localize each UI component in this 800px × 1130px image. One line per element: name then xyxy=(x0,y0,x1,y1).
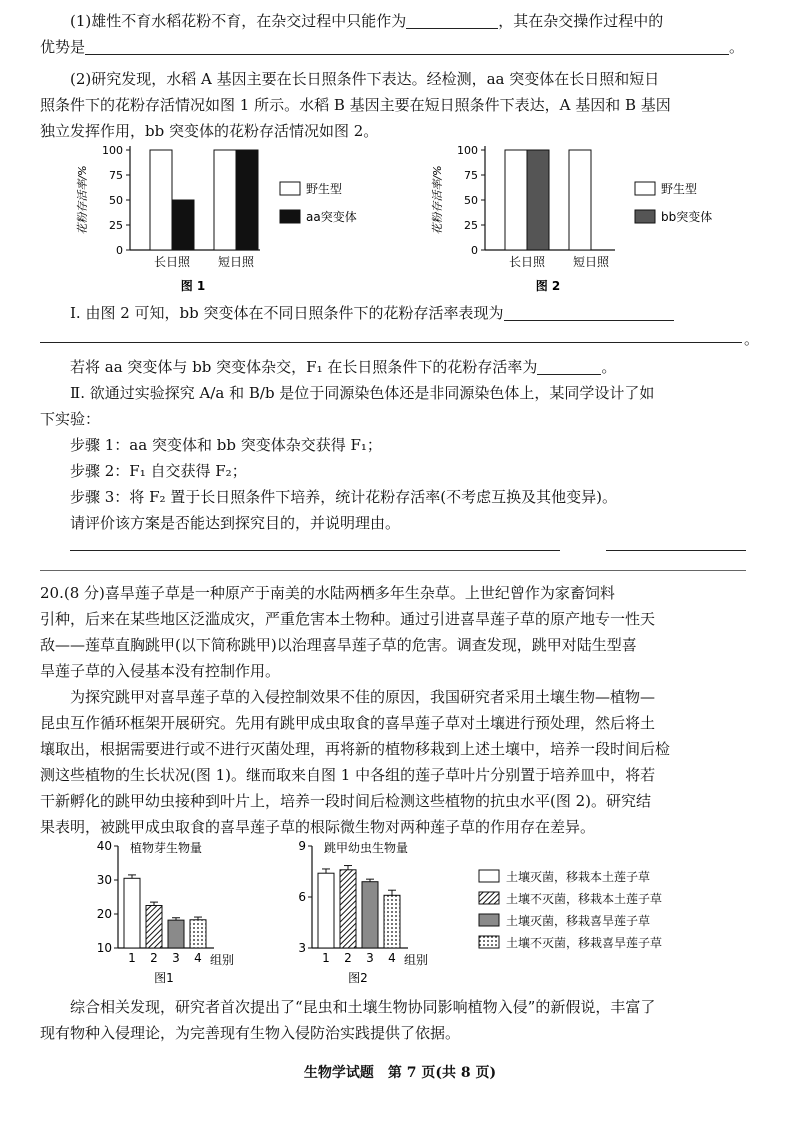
legend-label: bb突变体 xyxy=(661,210,713,224)
q20-line5: 为探究跳甲对喜旱莲子草的入侵控制效果不佳的原因，我国研究者采用土壤生物—植物— xyxy=(70,688,656,706)
q19-part1-text-b: ，其在杂交操作过程中的 xyxy=(498,12,664,30)
answer-line[interactable] xyxy=(40,570,746,571)
y-tick-label: 75 xyxy=(109,169,123,182)
x-tick-label: 1 xyxy=(322,951,330,965)
legend-swatch xyxy=(280,210,300,223)
bar xyxy=(214,150,236,250)
figure-caption: 图1 xyxy=(154,971,174,985)
q20-legend xyxy=(478,865,662,953)
legend-label: aa突变体 xyxy=(306,210,357,224)
answer-line[interactable] xyxy=(40,342,742,343)
period: 。 xyxy=(729,38,745,56)
x-axis-label: 组别 xyxy=(210,953,235,967)
q20-figure1-chart xyxy=(88,838,268,990)
x-tick-label: 3 xyxy=(366,951,374,965)
y-axis-label: 花粉存活率/% xyxy=(76,165,89,235)
legend-label: 土壤灭菌，移栽喜旱莲子草 xyxy=(506,913,651,928)
bar xyxy=(236,150,258,250)
legend-label: 野生型 xyxy=(306,182,343,196)
legend-swatch-white xyxy=(478,869,500,883)
legend-label: 土壤不灭菌，移栽喜旱莲子草 xyxy=(506,935,663,950)
answer-line[interactable] xyxy=(606,550,746,551)
bar xyxy=(168,920,184,948)
y-tick-label: 25 xyxy=(109,219,123,232)
x-tick-label: 2 xyxy=(344,951,352,965)
x-tick-label: 1 xyxy=(128,951,136,965)
x-tick-label: 2 xyxy=(150,951,158,965)
y-tick-label: 30 xyxy=(96,873,112,887)
q19-ii-line1: Ⅱ. 欲通过实验探究 A/a 和 B/b 是位于同源染色体还是非同源染色体上，某同学设计了如 xyxy=(70,384,655,402)
answer-blank[interactable] xyxy=(85,40,729,55)
bar xyxy=(384,895,400,948)
q19-part2-line3: 独立发挥作用，bb 突变体的花粉存活情况如图 2。 xyxy=(40,122,379,140)
q20-line6: 昆虫互作循环框架开展研究。先用有跳甲成虫取食的喜旱莲子草对土壤进行预处理，然后将土 xyxy=(40,714,656,732)
step-3: 步骤 3：将 F₂ 置于长日照条件下培养，统计花粉存活率(不考虑互换及其他变异)。 xyxy=(70,488,617,506)
y-tick-label: 50 xyxy=(464,194,478,207)
legend-swatch-gray xyxy=(478,913,500,927)
bar xyxy=(150,150,172,250)
q20-figure2-chart xyxy=(282,838,462,990)
q19-figure1-chart xyxy=(70,138,390,298)
x-tick-label: 长日照 xyxy=(153,255,191,269)
q19-part1-text-a: (1)雄性不育水稻花粉不育，在杂交过程中只能作为 xyxy=(70,12,407,30)
q19-part1-text-c: 优势是 xyxy=(40,38,86,56)
q19-part2-line2: 照条件下的花粉存活情况如图 1 所示。水稻 B 基因主要在短日照条件下表达，A 基因和 B 基因 xyxy=(40,96,671,114)
y-tick-label: 10 xyxy=(96,941,112,955)
answer-blank[interactable] xyxy=(406,14,498,29)
y-tick-label: 25 xyxy=(464,219,478,232)
legend-swatch xyxy=(635,210,655,223)
legend-label: 土壤灭菌，移栽本土莲子草 xyxy=(506,869,651,884)
q19-part1-line1 xyxy=(70,14,663,29)
bar xyxy=(362,882,378,948)
y-tick-label: 20 xyxy=(96,907,112,921)
y-tick-label: 0 xyxy=(116,244,123,257)
bar xyxy=(505,150,527,250)
y-tick-label: 3 xyxy=(298,941,306,955)
legend-item xyxy=(478,909,662,931)
chart-title: 跳甲幼虫生物量 xyxy=(324,841,409,855)
q19-figure2-chart xyxy=(425,138,745,298)
y-tick-label: 75 xyxy=(464,169,478,182)
answer-blank[interactable] xyxy=(537,360,601,375)
y-tick-label: 100 xyxy=(457,144,478,157)
q19-i-text: Ⅰ. 由图 2 可知，bb 突变体在不同日照条件下的花粉存活率表现为 xyxy=(70,304,504,322)
q19-part1-line2 xyxy=(40,40,744,55)
bar xyxy=(124,878,140,948)
q20-line8: 测这些植物的生长状况(图 1)。继而取来自图 1 中各组的莲子草叶片分别置于培养皿中，将若 xyxy=(40,766,656,784)
y-tick-label: 0 xyxy=(471,244,478,257)
bar xyxy=(172,200,194,250)
q19-i-line1 xyxy=(70,306,674,321)
q19-ii-line2: 下实验： xyxy=(40,410,101,428)
x-tick-label: 短日照 xyxy=(572,255,610,269)
evaluation-prompt: 请评价该方案是否能达到探究目的，并说明理由。 xyxy=(70,514,401,532)
q19-part2-line1: (2)研究发现，水稻 A 基因主要在长日照条件下表达。经检测，aa 突变体在长日照和短日 xyxy=(70,70,660,88)
bar xyxy=(569,150,591,250)
answer-line[interactable] xyxy=(70,550,560,551)
legend-label: 野生型 xyxy=(661,182,698,196)
chart-title: 植物芽生物量 xyxy=(130,841,203,855)
period: 。 xyxy=(744,330,760,348)
legend-swatch-hatched xyxy=(478,891,500,905)
q20-line11: 综合相关发现，研究者首次提出了“昆虫和土壤生物协同影响植物入侵”的新假说，丰富了 xyxy=(70,998,656,1016)
q20-line9: 干新孵化的跳甲幼虫接种到叶片上，培养一段时间后检测这些植物的抗虫水平(图 2)。研究结 xyxy=(40,792,652,810)
legend-item xyxy=(478,931,662,953)
q20-line7: 壤取出，根据需要进行或不进行灭菌处理，再将新的植物移栽到上述土壤中，培养一段时间后检 xyxy=(40,740,671,758)
q20-line10: 果表明，被跳甲成虫取食的喜旱莲子草的根际微生物对两种莲子草的作用存在差异。 xyxy=(40,818,596,836)
figure-caption: 图2 xyxy=(348,971,368,985)
legend-label: 土壤不灭菌，移栽本土莲子草 xyxy=(506,891,663,906)
y-tick-label: 9 xyxy=(298,839,306,853)
q20-line2: 引种，后来在某些地区泛滥成灾，严重危害本土物种。通过引进喜旱莲子草的原产地专一性天 xyxy=(40,610,656,628)
y-axis-label: 花粉存活率/% xyxy=(431,165,444,235)
bar xyxy=(318,873,334,948)
q19-i-text2: 若将 aa 突变体与 bb 突变体杂交，F₁ 在长日照条件下的花粉存活率为 xyxy=(70,358,538,376)
bar xyxy=(190,920,206,948)
q19-i-line2 xyxy=(70,360,616,375)
legend-item xyxy=(478,865,662,887)
legend-item xyxy=(478,887,662,909)
legend-swatch-dotted xyxy=(478,935,500,949)
y-tick-label: 50 xyxy=(109,194,123,207)
x-axis-label: 组别 xyxy=(404,953,429,967)
y-tick-label: 40 xyxy=(96,839,112,853)
x-tick-label: 4 xyxy=(388,951,396,965)
bar xyxy=(340,870,356,948)
answer-blank[interactable] xyxy=(504,306,674,321)
q20-line12: 现有物种入侵理论，为完善现有生物入侵防治实践提供了依据。 xyxy=(40,1024,461,1042)
figure-caption: 图 2 xyxy=(535,279,561,293)
step-2: 步骤 2：F₁ 自交获得 F₂； xyxy=(70,462,247,480)
x-tick-label: 4 xyxy=(194,951,202,965)
x-tick-label: 短日照 xyxy=(217,255,255,269)
x-tick-label: 长日照 xyxy=(508,255,546,269)
figure-caption: 图 1 xyxy=(180,279,206,293)
step-1: 步骤 1：aa 突变体和 bb 突变体杂交获得 F₁； xyxy=(70,436,382,454)
y-tick-label: 6 xyxy=(298,890,306,904)
q20-line1: 20.(8 分)喜旱莲子草是一种原产于南美的水陆两栖多年生杂草。上世纪曾作为家畜饲料 xyxy=(40,584,615,602)
bar xyxy=(146,906,162,949)
y-tick-label: 100 xyxy=(102,144,123,157)
period: 。 xyxy=(601,358,617,376)
q20-line4: 旱莲子草的入侵基本没有控制作用。 xyxy=(40,662,281,680)
q20-line3: 敌——莲草直胸跳甲(以下简称跳甲)以治理喜旱莲子草的危害。调查发现，跳甲对陆生型喜 xyxy=(40,636,637,654)
x-tick-label: 3 xyxy=(172,951,180,965)
legend-swatch xyxy=(635,182,655,195)
bar xyxy=(527,150,549,250)
legend-swatch xyxy=(280,182,300,195)
page-footer: 生物学试题 第 7 页(共 8 页) xyxy=(303,1065,497,1081)
